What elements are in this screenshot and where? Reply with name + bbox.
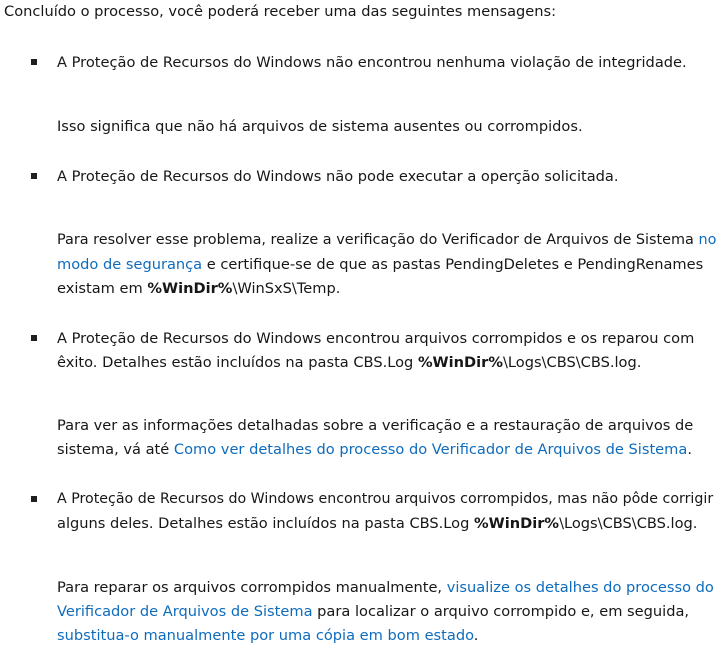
path-text: \Logs\CBS\CBS.log. [503,354,642,371]
message-text: êxito. Detalhes estão incluídos na pasta CBS.Log [57,354,418,371]
path-text: \Logs\CBS\CBS.log. [559,515,698,532]
list-item-detail-line [57,438,692,462]
list-item-detail-line [57,624,478,648]
detail-text: . [473,627,479,644]
safe-mode-link-continued[interactable]: modo de segurança [57,256,203,273]
bullet-marker [31,59,37,65]
list-item-detail-line [57,576,714,600]
list-item-detail-line [57,600,689,624]
path-text: \WinSxS\Temp. [232,280,341,297]
intro-paragraph: Concluído o processo, você poderá receber uma das seguintes mensagens: [4,3,557,20]
detail-text: . [687,441,692,458]
bullet-marker [31,496,37,502]
windir-variable: %WinDir% [147,280,233,297]
list-item-detail: Para ver as informações detalhadas sobre a verificação e a restauração de arquivos de [57,417,694,434]
list-item-detail: Isso significa que não há arquivos de sistema ausentes ou corrompidos. [57,118,583,135]
list-item-detail-line [57,277,340,301]
detail-text: Para resolver esse problema, realize a verificação do Verificador de Arquivos de Sistema [57,232,699,248]
safe-mode-link[interactable]: no [698,232,717,248]
list-item-message: A Proteção de Recursos do Windows não encontrou nenhuma violação de integridade. [57,54,687,71]
detail-text: para localizar o arquivo corrompido e, em seguida, [312,603,690,620]
bullet-marker [31,173,37,179]
bullet-marker [31,335,37,341]
detail-text: existam em [57,280,148,297]
view-sfc-details-link-continued[interactable]: Verificador de Arquivos de Sistema [57,603,313,620]
list-item-message-line [57,351,641,375]
sfc-details-link[interactable]: Como ver detalhes do processo do Verificador de Arquivos de Sistema [173,441,688,458]
list-item-message: A Proteção de Recursos do Windows não pode executar a operção solicitada. [57,168,619,185]
list-item-detail-line [57,229,716,253]
windir-variable: %WinDir% [417,354,503,371]
list-item-message: A Proteção de Recursos do Windows encontrou arquivos corrompidos e os reparou com [57,330,695,347]
message-text: alguns deles. Detalhes estão incluídos na pasta CBS.Log [57,515,474,532]
detail-text: sistema, vá até [57,441,174,458]
detail-text: Para reparar os arquivos corrompidos manualmente, [57,579,447,596]
list-item-message-line [57,512,697,536]
list-item-message: A Proteção de Recursos do Windows encontrou arquivos corrompidos, mas não pôde corrigir [57,491,714,507]
windir-variable: %WinDir% [474,515,560,532]
detail-text: e certifique-se de que as pastas PendingDeletes e PendingRenames [202,256,704,273]
list-item-detail-line [57,253,703,277]
view-sfc-details-link[interactable]: visualize os detalhes do processo do [446,579,714,596]
replace-manually-link[interactable]: substitua-o manualmente por uma cópia em bom estado [57,627,474,644]
